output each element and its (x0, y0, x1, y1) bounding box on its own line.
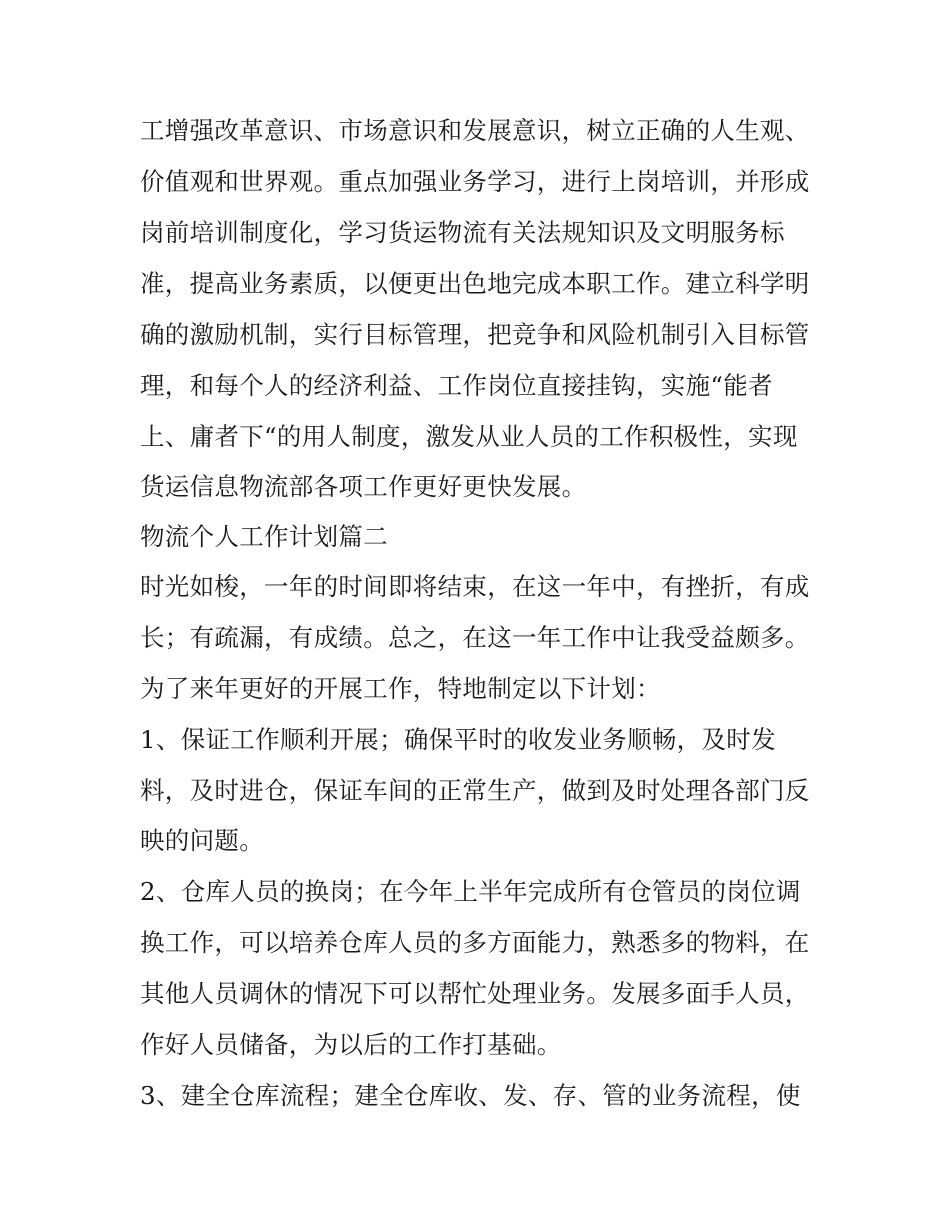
text-line: 价值观和世界观。重点加强业务学习，进行上岗培训，并形成 (140, 167, 810, 196)
list-item: 2、仓库人员的换岗；在今年上半年完成所有仓管员的岗位调 (140, 877, 801, 906)
text-line: 岗前培训制度化，学习货运物流有关法规知识及文明服务标 (140, 218, 785, 247)
list-item: 1、保证工作顺利开展；确保平时的收发业务顺畅，及时发 (140, 725, 776, 754)
text-line: 料，及时进仓，保证车间的正常生产，做到及时处理各部门反 (140, 776, 810, 805)
text-line: 理，和每个人的经济利益、工作岗位直接挂钩，实施“能者 (140, 371, 773, 400)
text-line: 作好人员储备，为以后的工作打基础。 (140, 1030, 562, 1059)
text-line: 确的激励机制，实行目标管理，把竞争和风险机制引入目标管 (140, 320, 810, 349)
text-line: 货运信息物流部各项工作更好更快发展。 (140, 472, 587, 501)
text-line: 为了来年更好的开展工作，特地制定以下计划： (140, 674, 661, 703)
section-heading: 物流个人工作计划篇二 (140, 522, 388, 551)
text-line: 映的问题。 (140, 826, 264, 855)
text-line: 长；有疏漏，有成绩。总之，在这一年工作中让我受益颇多。 (140, 623, 810, 652)
list-item: 3、建全仓库流程；建全仓库收、发、存、管的业务流程，使 (140, 1081, 801, 1110)
text-line: 准，提高业务素质，以便更出色地完成本职工作。建立科学明 (140, 269, 810, 298)
text-line: 时光如梭，一年的时间即将结束，在这一年中，有挫折，有成 (140, 572, 810, 601)
text-line: 换工作，可以培养仓库人员的多方面能力，熟悉多的物料，在 (140, 928, 810, 957)
text-line: 其他人员调休的情况下可以帮忙处理业务。发展多面手人员， (140, 979, 810, 1008)
text-line: 工增强改革意识、市场意识和发展意识，树立正确的人生观、 (140, 116, 810, 145)
text-line: 上、庸者下“的用人制度，激发从业人员的工作积极性，实现 (140, 422, 798, 451)
